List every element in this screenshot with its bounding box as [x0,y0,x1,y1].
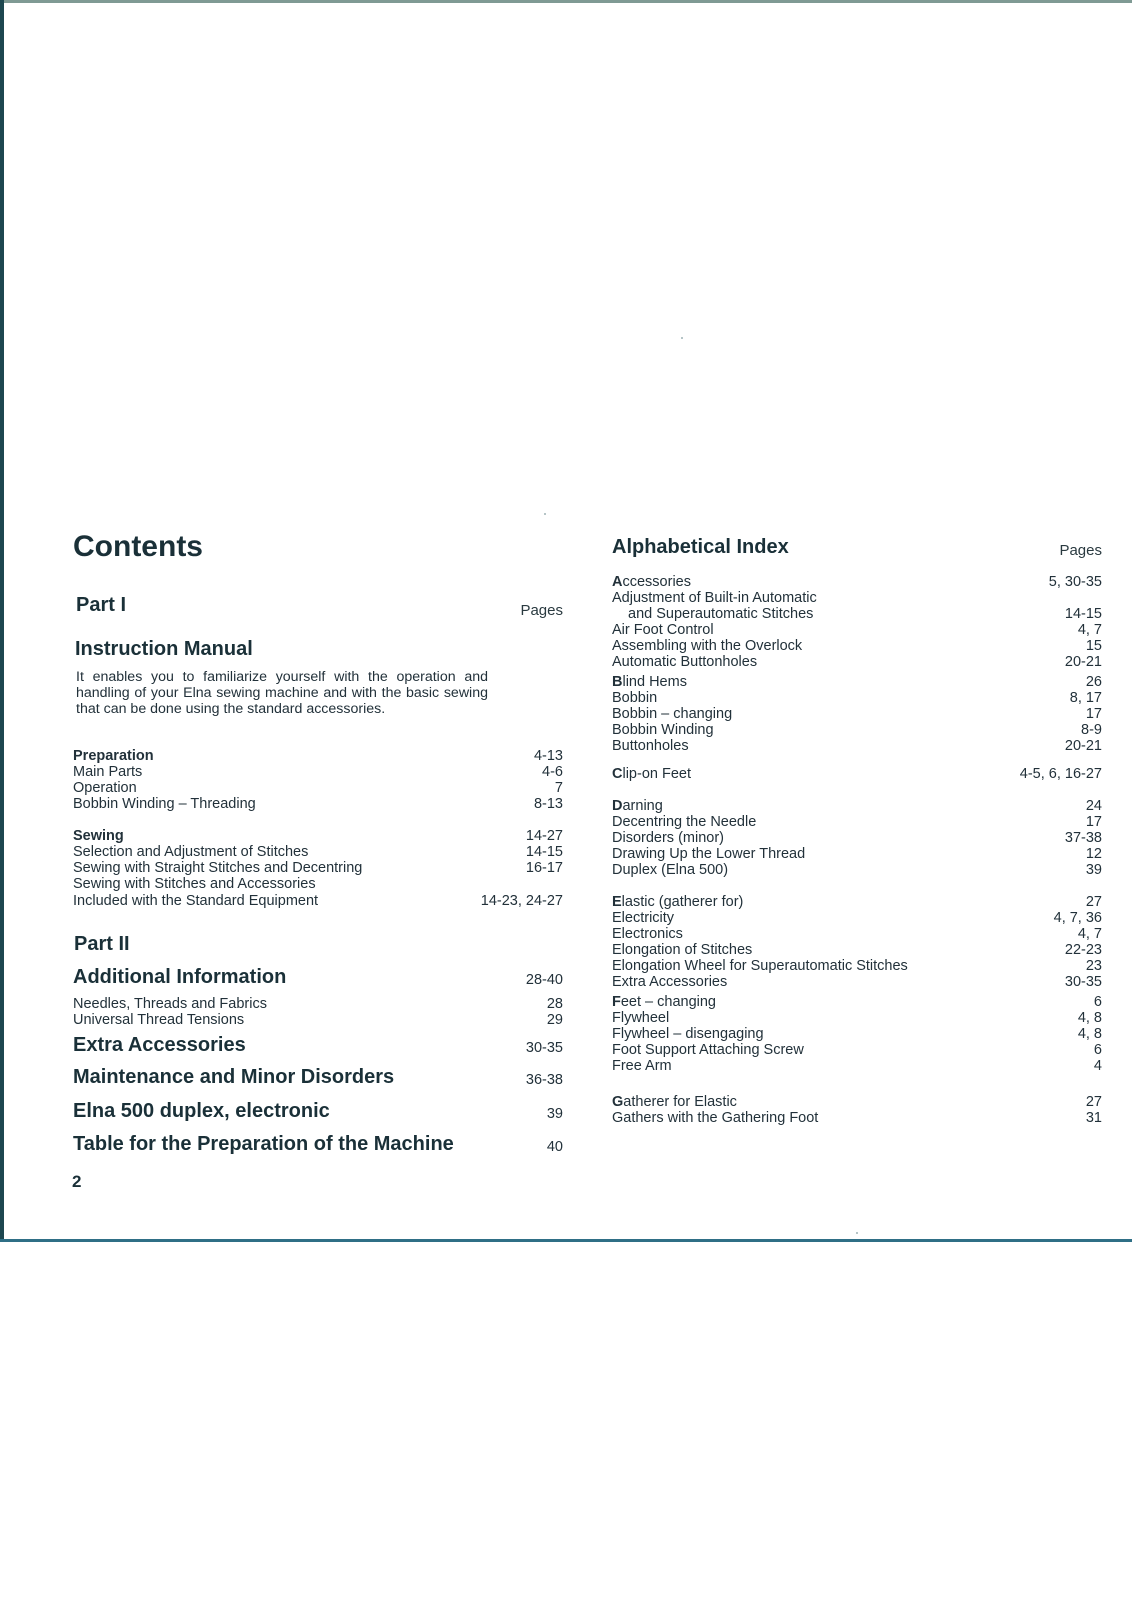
index-entry-label [612,722,714,738]
index-entry-pages: 8, 17 [1069,690,1102,706]
index-entry-text: Electricity [612,910,675,926]
index-entry [612,1058,1102,1074]
index-entry-text: Drawing Up the Lower Thread [612,846,806,862]
index-entry-label [612,926,683,942]
index-entry-label [612,674,687,690]
index-entry-pages: 15 [1085,638,1102,654]
index-entry-text: Flywheel [612,1010,670,1026]
index-entry-pages: 23 [1085,958,1102,974]
instruction-manual-heading: Instruction Manual [75,638,253,660]
index-entry-text: Decentring the Needle [612,814,757,830]
index-entry-text: Disorders (minor) [612,830,724,846]
index-entry-text: Foot Support Attaching Screw [612,1042,804,1058]
index-entry-pages: 8-9 [1081,722,1102,738]
index-entry-text: Bobbin [612,690,658,706]
toc-section: Extra Accessories 30-35 [73,1034,563,1056]
toc-row: Selection and Adjustment of Stitches 14-15 [73,844,563,860]
toc-row: Preparation 4-13 [73,748,563,764]
toc-section: Additional Information 28-40 [73,966,563,988]
index-entry-text: Air Foot Control [612,622,714,638]
index-entry-label [612,862,728,878]
index-entry-label [612,690,657,706]
index-entry-pages: 31 [1085,1110,1102,1126]
index-entry-label [612,910,674,926]
index-entry-text: eet – changing [620,994,716,1010]
index-entry [612,958,1102,974]
index-entry-text: Gathers with the Gathering Foot [612,1110,819,1126]
index-entry [612,1042,1102,1058]
index-entry [612,638,1102,654]
index-entry [612,994,1102,1010]
index-entry [612,1026,1102,1042]
index-entry-label [612,766,691,782]
dust-speck [544,513,546,515]
index-entry [612,574,1102,590]
index-entry [612,1094,1102,1110]
toc-row: Needles, Threads and Fabrics 28 [73,996,563,1012]
index-entry-pages: 17 [1085,814,1102,830]
part-two-heading: Part II [74,933,130,955]
index-entry-initial: E [612,894,622,910]
index-entry-pages: 26 [1085,674,1102,690]
index-entry-pages: 4 [1093,1058,1102,1074]
index-entry-text: lip-on Feet [622,766,691,782]
index-entry [612,846,1102,862]
index-pages-header: Pages [1059,542,1102,559]
toc-row: Sewing with Straight Stitches and Decentring 16-17 [73,860,563,876]
index-entry-label [612,846,805,862]
toc-row: Main Parts 4-6 [73,764,563,780]
index-entry-pages: 12 [1085,846,1102,862]
index-entry-label [612,958,908,974]
index-entry-pages: 39 [1085,862,1102,878]
index-entry-text: Electronics [612,926,683,942]
index-entry-label [612,830,724,846]
bottom-rule [0,1239,1132,1242]
index-entry-text: Extra Accessories [612,974,728,990]
index-entry-text: lastic (gatherer for) [621,894,744,910]
toc-row: Bobbin Winding – Threading 8-13 [73,796,563,812]
index-entry-pages: 4, 8 [1077,1010,1102,1026]
index-entry [612,706,1102,722]
index-entry-text: lind Hems [622,674,687,690]
index-entry-text: atherer for Elastic [623,1094,737,1110]
dust-speck [681,337,683,339]
index-entry-text: Adjustment of Built-in Automatic [612,590,817,606]
index-entry-pages: 14-15 [1064,606,1102,622]
index-entry-label [612,706,732,722]
index-entry-text: ccessories [622,574,691,590]
index-entry-initial: F [612,994,621,1010]
contents-title: Contents [73,530,203,563]
index-entry [612,606,1102,622]
index-entry-label [612,1058,672,1074]
part-one-heading: Part I [76,594,127,616]
index-entry-label [612,622,714,638]
index-entry [612,1110,1102,1126]
index-entry-text: Automatic Buttonholes [612,654,758,670]
index-entry-initial: G [612,1094,624,1110]
index-entry [612,1010,1102,1026]
index-entry [612,894,1102,910]
toc-section: Elna 500 duplex, electronic 39 [73,1100,563,1122]
left-edge [0,0,4,1242]
index-entry [612,862,1102,878]
index-entry-initial: B [612,674,623,690]
index-entry [612,814,1102,830]
index-entry-text: Flywheel – disengaging [612,1026,764,1042]
index-entry-text: Assembling with the Overlock [612,638,803,654]
index-entry [612,942,1102,958]
index-entry-pages: 27 [1085,1094,1102,1110]
index-entry-label [612,974,727,990]
index-entry-pages: 4, 7 [1077,926,1102,942]
index-entry-pages: 4, 7 [1077,622,1102,638]
index-entry-label [612,798,663,814]
index-entry-initial: C [612,766,623,782]
index-entry-label [612,638,802,654]
index-entry-label [612,574,691,590]
index-entry-initial: D [612,798,623,814]
index-entry-pages: 24 [1085,798,1102,814]
index-entry-text: Free Arm [612,1058,672,1074]
toc-row: Operation 7 [73,780,563,796]
index-entry-pages: 4, 8 [1077,1026,1102,1042]
index-entry-initial: A [612,574,623,590]
toc-row: Universal Thread Tensions 29 [73,1012,563,1028]
index-entry-pages: 6 [1093,1042,1102,1058]
index-entry-label [612,590,817,606]
index-entry-pages: 20-21 [1064,738,1102,754]
index-entry-pages: 20-21 [1064,654,1102,670]
index-entry-pages: 37-38 [1064,830,1102,846]
index-entry [612,674,1102,690]
index-entry-label [612,994,716,1010]
index-entry [612,690,1102,706]
index-entry-label [612,738,689,754]
index-entry-text: Elongation of Stitches [612,942,753,958]
index-entry [612,654,1102,670]
index-title: Alphabetical Index [612,536,789,558]
index-entry-text: arning [622,798,663,814]
instruction-manual-text: It enables you to familiarize yourself with the operation and handling of your Elna sewing machine and with the basic sewing that can be done using the standard accessories. [76,669,488,717]
index-entry [612,910,1102,926]
index-entry [612,722,1102,738]
index-entry-text: Elongation Wheel for Superautomatic Stitches [612,958,908,974]
index-entry-pages: 22-23 [1064,942,1102,958]
index-entry [612,830,1102,846]
toc-row: Sewing with Stitches and Accessories [73,876,316,892]
index-entry-label [612,942,752,958]
index-entry-label [612,1026,764,1042]
index-entry-text: Buttonholes [612,738,689,754]
index-entry-pages: 17 [1085,706,1102,722]
index-entry-label [612,1042,804,1058]
index-entry [612,766,1102,782]
dust-speck [856,1232,858,1234]
pages-header: Pages [520,602,563,619]
toc-section: Table for the Preparation of the Machine 40 [73,1133,563,1155]
index-entry [612,974,1102,990]
index-entry-label [612,654,757,670]
index-entry-text: Bobbin Winding [612,722,714,738]
top-edge [0,0,1132,3]
index-entry-label [612,1110,818,1126]
index-entry-label [612,894,743,910]
index-entry-pages: 4, 7, 36 [1053,910,1102,926]
index-entry-label [612,814,756,830]
index-entry [612,738,1102,754]
index-entry [612,926,1102,942]
page-number: 2 [72,1172,82,1191]
index-entry-label [628,606,813,622]
index-entry-text: Bobbin – changing [612,706,733,722]
index-entry-label [612,1010,669,1026]
index-entry-pages: 5, 30-35 [1048,574,1102,590]
index-entry [612,622,1102,638]
index-entry [612,590,1102,606]
index-entry-label [612,1094,737,1110]
toc-row: Sewing 14-27 [73,828,563,844]
index-entry-pages: 4-5, 6, 16-27 [1019,766,1102,782]
index-entry-text: Duplex (Elna 500) [612,862,729,878]
index-entry-pages: 30-35 [1064,974,1102,990]
index-entry-text: and Superautomatic Stitches [628,606,814,622]
index-entry [612,798,1102,814]
index-entry-pages: 6 [1093,994,1102,1010]
toc-row: Included with the Standard Equipment 14-23, 24-27 [73,893,563,909]
index-entry-pages: 27 [1085,894,1102,910]
toc-section: Maintenance and Minor Disorders 36-38 [73,1066,563,1088]
